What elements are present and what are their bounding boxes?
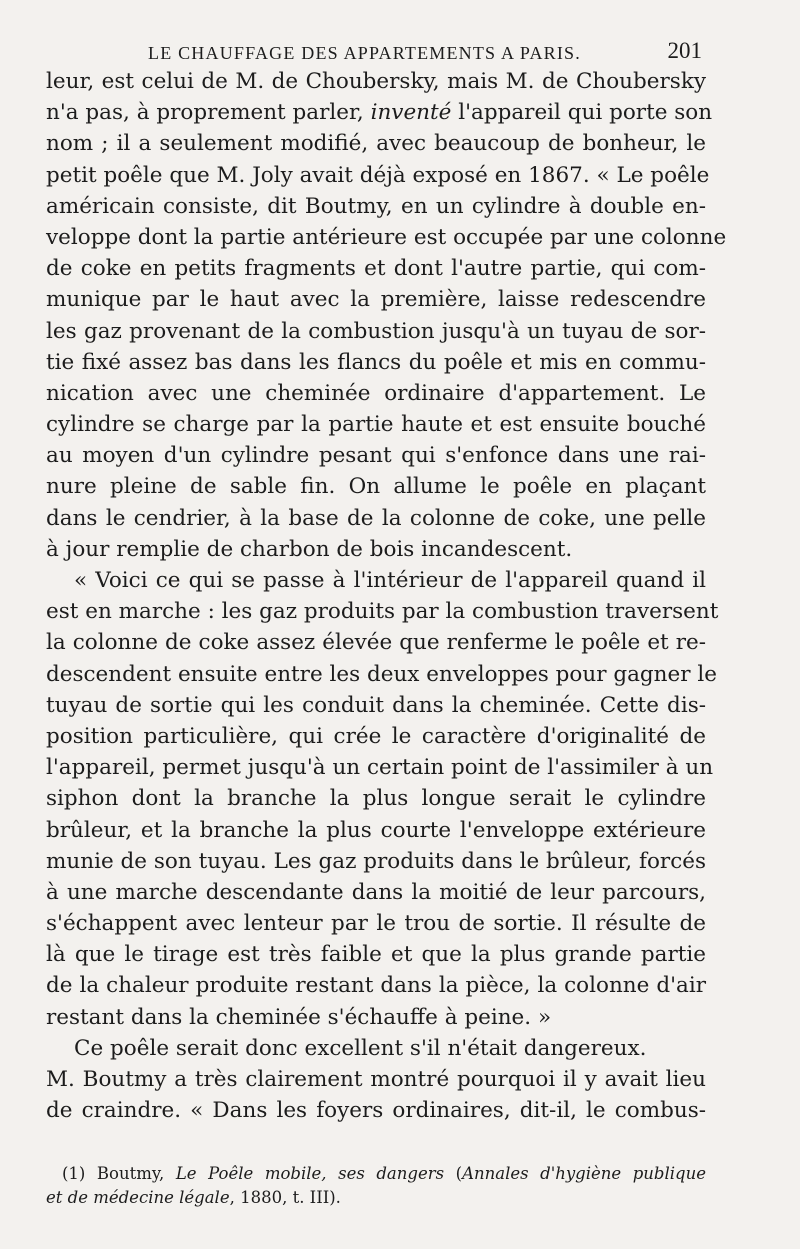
text-line: siphon dont la branche la plus longue serait le cylindre [46,786,706,812]
text-line: est en marche : les gaz produits par la combustion traversent [46,599,719,625]
text-line: brûleur, et la branche la plus courte l'enveloppe extérieure [46,817,706,843]
running-title: LE CHAUFFAGE DES APPARTEMENTS A PARIS. [148,43,581,63]
text-line: nom ; il a seulement modifié, avec beaucoup de bonheur, le [46,131,706,157]
text-line: leur, est celui de M. de Choubersky, mais M. de Choubersky [46,69,706,94]
text-line: petit poêle que M. Joly avait déjà exposé en 1867. « Le poêle [46,162,710,188]
text-line: munie de son tuyau. Les gaz produits dans le brûleur, forcés [46,848,706,874]
text-line: à jour remplie de charbon de bois incandescent. [46,536,573,562]
text-line: à une marche descendante dans la moitié de leur parcours, [46,879,706,905]
text-line: de coke en petits fragments et dont l'autre partie, qui com- [46,256,706,282]
text-line: dans le cendrier, à la base de la colonne de coke, une pelle [46,505,706,531]
text-line: au moyen d'un cylindre pesant qui s'enfonce dans une rai- [46,443,706,469]
text-line: tie fixé assez bas dans les flancs du poêle et mis en commu- [46,349,706,375]
footnote-line: et de médecine légale, 1880, t. III). [46,1188,341,1207]
text-line: M. Boutmy a très clairement montré pourquoi il y avait lieu [46,1067,706,1092]
text-line: s'échappent avec lenteur par le trou de sortie. Il résulte de [46,911,706,937]
text-line: américain consiste, dit Boutmy, en un cylindre à double en- [46,193,706,219]
footnote [46,1162,706,1210]
text-line: nication avec une cheminée ordinaire d'appartement. Le [46,380,706,406]
text-line: de craindre. « Dans les foyers ordinaires, dit-il, le combus- [46,1098,706,1124]
text-line: là que le tirage est très faible et que la plus grande partie [46,942,706,968]
text-line: descendent ensuite entre les deux enveloppes pour gagner le [46,661,717,687]
text-line: les gaz provenant de la combustion jusqu'à un tuyau de sor- [46,318,706,344]
text-line: « Voici ce qui se passe à l'intérieur de l'appareil quand il [74,568,706,593]
footnote-line: (1) Boutmy, Le Poêle mobile, ses dangers (Annales d'hygiène publique [62,1164,706,1183]
text-line: la colonne de coke assez élevée que renferme le poêle et re- [46,630,706,656]
page-header [148,30,702,64]
text-line: munique par le haut avec la première, laisse redescendre [46,287,706,313]
text-line: n'a pas, à proprement parler, inventé l'appareil qui porte son [46,100,713,126]
text-line: veloppe dont la partie antérieure est occupée par une colonne [46,224,727,250]
text-line: Ce poêle serait donc excellent s'il n'était dangereux. [74,1035,647,1061]
body-text [46,66,727,1126]
text-line: l'appareil, permet jusqu'à un certain point de l'assimiler à un [46,755,714,781]
text-line: restant dans la cheminée s'échauffe à peine. » [46,1004,552,1030]
text-line: de la chaleur produite restant dans la pièce, la colonne d'air [46,973,706,999]
text-line: nure pleine de sable fin. On allume le poêle en plaçant [46,474,706,500]
text-line: cylindre se charge par la partie haute et est ensuite bouché [46,412,706,438]
text-line: position particulière, qui crée le caractère d'originalité de [46,723,706,749]
text-line: tuyau de sortie qui les conduit dans la cheminée. Cette dis- [46,692,706,718]
page-number: 201 [667,38,702,63]
